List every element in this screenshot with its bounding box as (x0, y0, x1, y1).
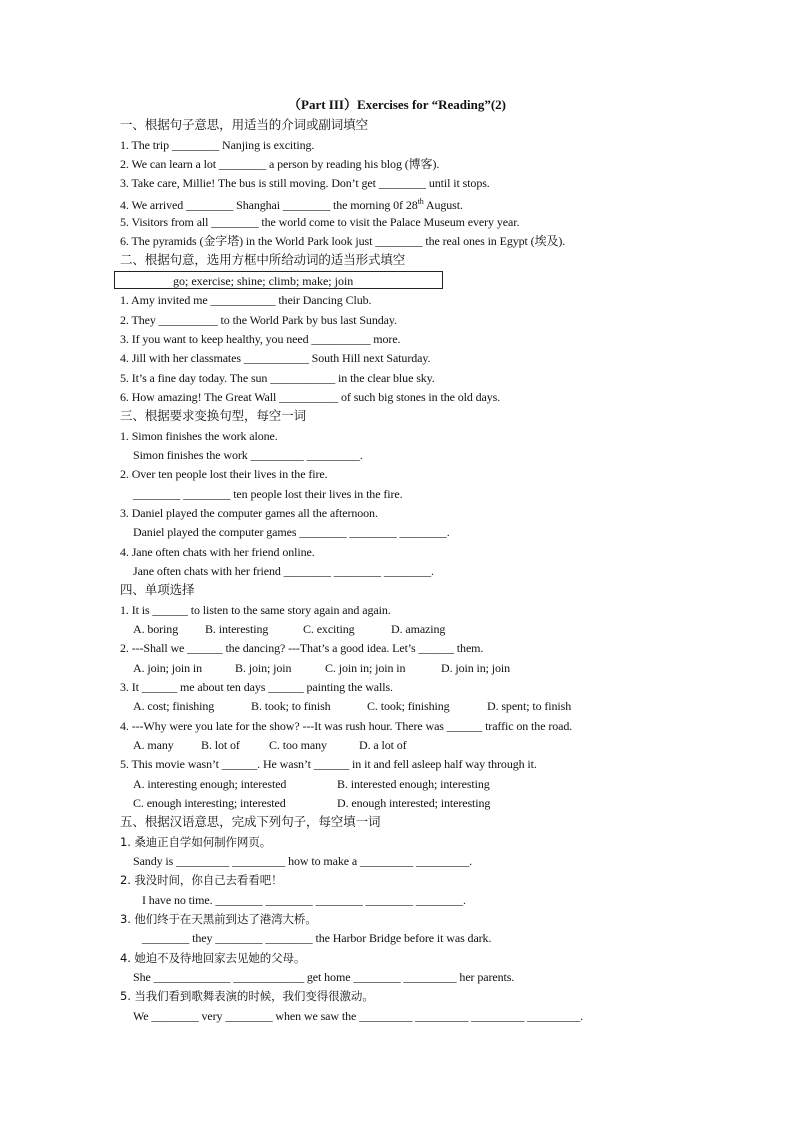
s4-question-2: 2. ---Shall we ______ the dancing? ---That’s a good idea. Let’s ______ them. (120, 641, 484, 655)
s1-question-2: 2. We can learn a lot ________ a person by reading his blog (博客). (120, 157, 440, 171)
option-d: D. amazing (391, 622, 446, 636)
s5-question-3: 3. 他们终于在天黑前到达了港湾大桥。 (120, 912, 317, 926)
s2-question-5: 5. It’s a fine day today. The sun ___________ in the clear blue sky. (120, 371, 435, 385)
s3-question-4-answer: Jane often chats with her friend ________ ________ ________. (133, 564, 434, 578)
s1-question-6: 6. The pyramids (金字塔) in the World Park look just ________ the real ones in Egypt (埃及). (120, 234, 566, 248)
s1-question-4-end: August. (423, 198, 463, 212)
s2-question-2: 2. They __________ to the World Park by bus last Sunday. (120, 313, 397, 327)
s5-question-2-answer: I have no time. ________ ________ ________ ________ ________. (142, 893, 466, 907)
s3-question-3-answer: Daniel played the computer games ________ ________ ________. (133, 525, 450, 539)
s1-question-4 (120, 194, 463, 213)
s4-question-1-options (133, 621, 445, 637)
s3-question-1: 1. Simon finishes the work alone. (120, 429, 278, 443)
s3-question-4: 4. Jane often chats with her friend online. (120, 545, 315, 559)
section-2-heading: 二、根据句意，选用方框中所给动词的适当形式填空 (120, 252, 406, 267)
option-c: C. enough interesting; interested (133, 796, 286, 810)
option-c: C. too many (269, 738, 327, 752)
s5-question-1-answer: Sandy is _________ _________ how to make a _________ _________. (133, 854, 473, 868)
s4-question-3: 3. It ______ me about ten days ______ painting the walls. (120, 680, 393, 694)
s3-question-2-answer: ________ ________ ten people lost their lives in the fire. (133, 487, 403, 501)
option-d: D. a lot of (359, 738, 407, 752)
s1-question-4-sup: th (417, 197, 424, 206)
s4-question-5-options-2 (133, 795, 490, 811)
option-a: A. boring (133, 622, 179, 636)
s4-question-4-options (133, 737, 407, 753)
option-b: B. join; join (235, 661, 292, 675)
option-c: C. took; finishing (367, 699, 450, 713)
word-box (114, 271, 443, 289)
option-b: B. interested enough; interesting (337, 777, 490, 791)
s4-question-5: 5. This movie wasn’t ______. He wasn’t ______ in it and fell asleep half way through it. (120, 757, 537, 771)
s2-question-3: 3. If you want to keep healthy, you need __________ more. (120, 332, 401, 346)
s1-question-4-text: 4. We arrived ________ Shanghai ________ the morning 0f 28 (120, 198, 418, 212)
section-3-heading: 三、根据要求变换句型，每空一词 (120, 408, 307, 423)
s2-question-1: 1. Amy invited me ___________ their Dancing Club. (120, 293, 372, 307)
s5-question-5: 5. 当我们看到歌舞表演的时候，我们变得很激动。 (120, 989, 374, 1003)
option-c: C. join in; join in (325, 661, 406, 675)
option-d: D. spent; to finish (487, 699, 572, 713)
s5-question-1: 1. 桑迪正自学如何制作网页。 (120, 835, 272, 849)
s5-question-2: 2. 我没时间，你自己去看看吧！ (120, 873, 283, 887)
s1-question-1: 1. The trip ________ Nanjing is exciting. (120, 138, 315, 152)
section-1-heading: 一、根据句子意思，用适当的介词或副词填空 (120, 117, 369, 132)
s5-question-4-answer: She _____________ ____________ get home ________ _________ her parents. (133, 970, 515, 984)
page-title: （Part III）Exercises for “Reading”(2) (288, 97, 506, 112)
s1-question-3: 3. Take care, Millie! The bus is still moving. Don’t get ________ until it stops. (120, 176, 490, 190)
option-a: A. join; join in (133, 661, 203, 675)
option-d: D. enough interested; interesting (337, 796, 491, 810)
section-5-heading: 五、根据汉语意思，完成下列句子，每空填一词 (120, 814, 381, 829)
option-b: B. took; to finish (251, 699, 331, 713)
s5-question-3-answer: ________ they ________ ________ the Harbor Bridge before it was dark. (142, 931, 492, 945)
option-b: B. interesting (205, 622, 269, 636)
s2-question-4: 4. Jill with her classmates ___________ South Hill next Saturday. (120, 351, 431, 365)
s4-question-4: 4. ---Why were you late for the show? ---It was rush hour. There was ______ traffic on the road. (120, 719, 573, 733)
s2-question-6: 6. How amazing! The Great Wall __________ of such big stones in the old days. (120, 390, 501, 404)
option-a: A. interesting enough; interested (133, 777, 287, 791)
s3-question-1-answer: Simon finishes the work _________ _________. (133, 448, 363, 462)
s3-question-3: 3. Daniel played the computer games all the afternoon. (120, 506, 378, 520)
s5-question-5-answer: We ________ very ________ when we saw the _________ _________ _________ _________. (133, 1009, 584, 1023)
option-a: A. many (133, 738, 174, 752)
s5-question-4: 4. 她迫不及待地回家去见她的父母。 (120, 951, 306, 965)
s4-question-1: 1. It is ______ to listen to the same story again and again. (120, 603, 391, 617)
option-b: B. lot of (201, 738, 240, 752)
s4-question-2-options (133, 660, 510, 676)
s3-question-2: 2. Over ten people lost their lives in the fire. (120, 467, 328, 481)
word-box-text: go; exercise; shine; climb; make; join (173, 274, 354, 288)
option-a: A. cost; finishing (133, 699, 215, 713)
s1-question-5: 5. Visitors from all ________ the world come to visit the Palace Museum every year. (120, 215, 520, 229)
section-4-heading: 四、单项选择 (120, 582, 195, 597)
option-d: D. join in; join (441, 661, 511, 675)
s4-question-3-options (133, 698, 571, 714)
option-c: C. exciting (303, 622, 355, 636)
s4-question-5-options-1 (133, 776, 490, 792)
